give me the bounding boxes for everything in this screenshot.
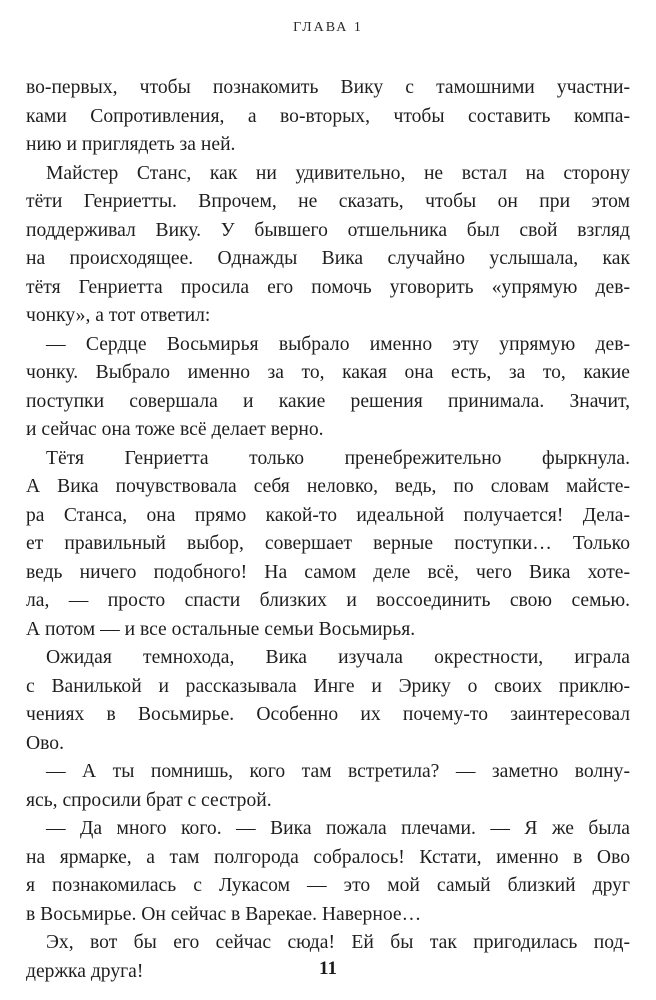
text-line: — Сердце Восьмирья выбрало именно эту упрямую дев-: [46, 333, 630, 355]
text-line: ками Сопротивления, а во-вторых, чтобы составить компа-: [26, 105, 630, 127]
text-line: — А ты помнишь, кого там встретила? — заметно волну-: [46, 761, 630, 782]
text-line: Майстер Станс, как ни удивительно, не встал на сторону: [46, 162, 630, 184]
text-line: чонку», а тот ответил:: [26, 305, 211, 326]
text-line: нию и приглядеть за ней.: [26, 134, 236, 155]
text-line: на происходящее. Однажды Вика случайно услышала, как: [26, 248, 630, 269]
text-line: ет правильный выбор, совершает верные поступки… Только: [26, 533, 630, 554]
text-line: тётя Генриетта просила его помочь уговорить «упрямую дев-: [26, 276, 630, 298]
page-number: 11: [319, 958, 337, 979]
text-line: с Ванилькой и рассказывала Инге и Эрику о своих приклю-: [26, 675, 630, 697]
text-line: поддерживал Вику. У бывшего отшельника был свой взгляд: [26, 219, 630, 241]
text-line: во-первых, чтобы познакомить Вику с тамошними участни-: [26, 77, 630, 98]
text-line: в Восьмирье. Он сейчас в Варекае. Наверное…: [26, 903, 422, 925]
text-line: чениях в Восьмирье. Особенно их почему-то заинтересовал: [26, 704, 630, 725]
text-line: ра Станса, она прямо какой-то идеальной получается! Дела-: [26, 504, 630, 526]
text-line: чонку. Выбрало именно за то, какая она есть, за то, какие: [26, 362, 630, 383]
text-line: Ово.: [26, 732, 64, 754]
text-line: тёти Генриетты. Впрочем, не сказать, чтобы он при этом: [26, 191, 630, 212]
text-line: держка друга!: [26, 960, 144, 982]
text-line: ясь, спросили брат с сестрой.: [26, 789, 272, 811]
text-line: ведь ничего подобного! На самом деле всё, чего Вика хоте-: [26, 561, 630, 583]
text-line: — Да много кого. — Вика пожала плечами. — Я же была: [46, 818, 630, 839]
text-line: и сейчас она тоже всё делает верно.: [26, 419, 324, 440]
text-line: Ожидая темнохода, Вика изучала окрестности, играла: [46, 647, 630, 668]
text-line: А потом — и все остальные семьи Восьмирья.: [26, 618, 416, 640]
text-line: поступки совершала и какие решения принимала. Значит,: [26, 390, 630, 412]
text-line: Эх, вот бы его сейчас сюда! Ей бы так пригодилась под-: [46, 932, 630, 953]
text-line: Тётя Генриетта только пренебрежительно фыркнула.: [46, 447, 630, 469]
text-line: я познакомилась с Лукасом — это мой самый близкий друг: [26, 875, 630, 896]
running-head: ГЛАВА 1: [293, 20, 363, 35]
text-line: на ярмарке, а там полгорода собралось! Кстати, именно в Ово: [26, 846, 630, 868]
text-line: ла, — просто спасти близких и воссоединить свою семью.: [26, 590, 630, 611]
text-line: А Вика почувствовала себя неловко, ведь, по словам майсте-: [26, 476, 630, 497]
body-text: [26, 74, 630, 986]
